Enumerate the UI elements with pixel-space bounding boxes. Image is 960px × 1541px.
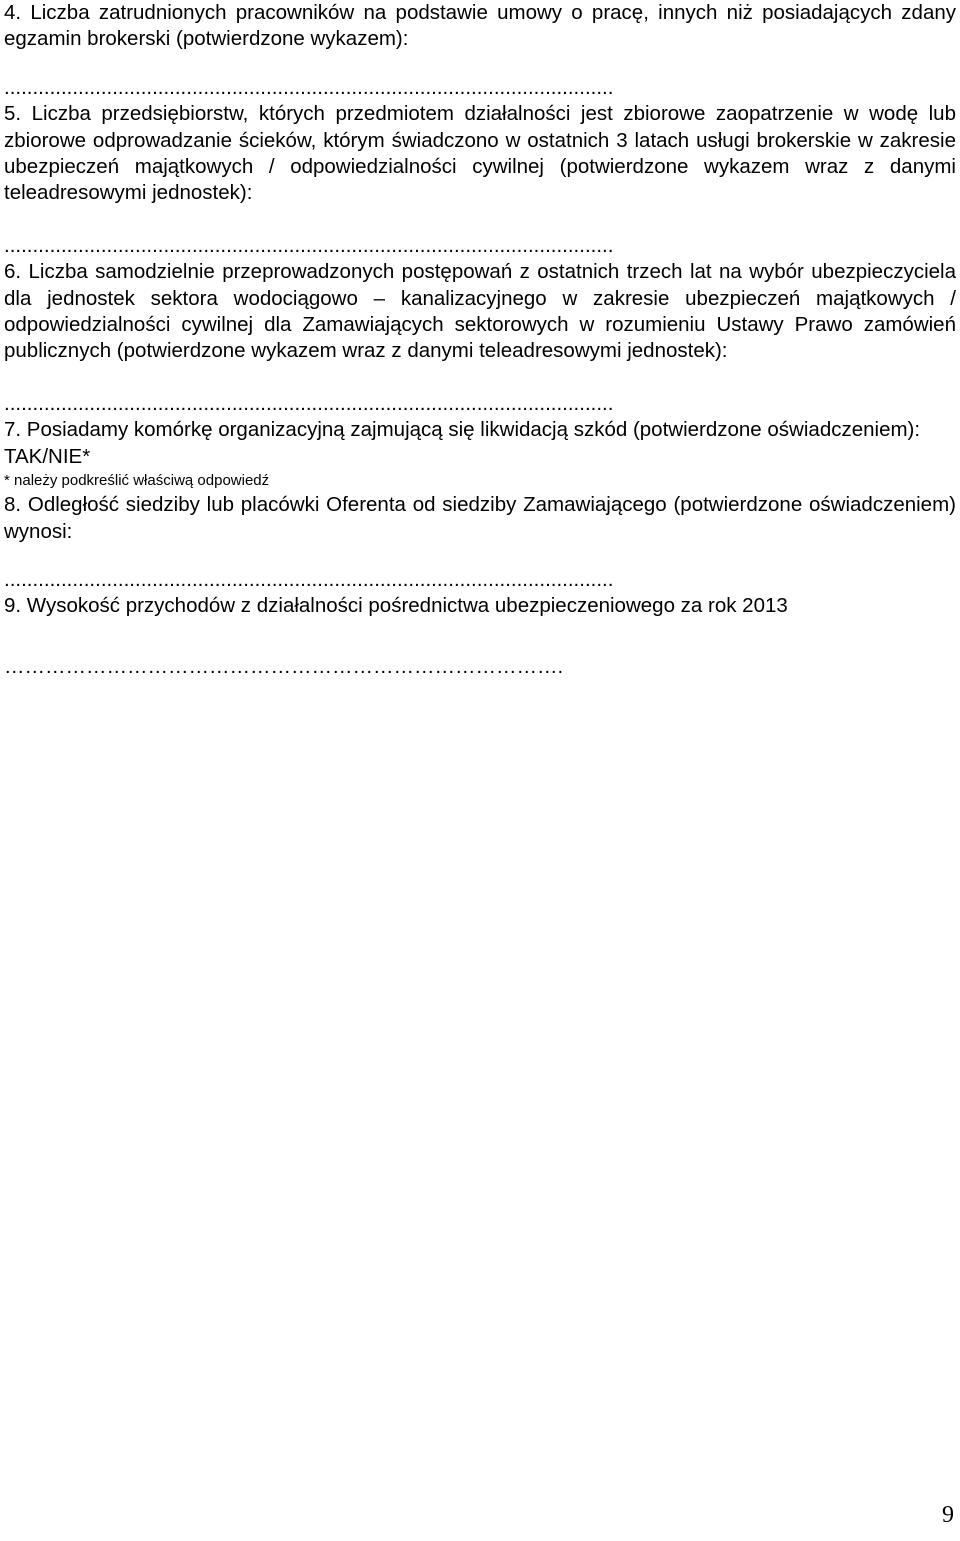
page-number: 9 — [942, 1502, 954, 1528]
item-9-text: 9. Wysokość przychodów z działalności pośrednictwa ubezpieczeniowego za rok 2013 — [4, 594, 788, 618]
item-4-answer-line: ........................................................................................................... — [4, 75, 614, 99]
item-8-text: 8. Odległość siedziby lub placówki Oferenta od siedziby Zamawiającego (potwierdzone oświadczeniem) wynosi: — [4, 493, 956, 543]
item-4-text: 4. Liczba zatrudnionych pracowników na podstawie umowy o pracę, innych niż posiadających zdany egzamin brokerski (potwierdzone wykazem): — [4, 1, 956, 51]
item-6-answer-line: ........................................................................................................... — [4, 391, 614, 415]
tak-nie-option: TAK/NIE* — [4, 444, 91, 468]
item-8-answer-line: ........................................................................................................... — [4, 567, 614, 591]
item-6-text: 6. Liczba samodzielnie przeprowadzonych postępowań z ostatnich trzech lat na wybór ubezpieczyciela dla jednostek sektora wodociągowo – kanalizacyjnego w zakresie ubezpieczeń majątkowych / odpowiedzialności cywilnej dla Zamawiających sektorowych w rozumieniu Ustawy Prawo zamówień publicznych (potwierdzone wykazem wraz z danymi teleadresowymi jednostek): — [4, 260, 956, 363]
item-7-text: 7. Posiadamy komórkę organizacyjną zajmującą się likwidacją szkód (potwierdzone oświadczeniem): — [4, 418, 921, 442]
item-5-answer-line: ........................................................................................................... — [4, 233, 614, 257]
footnote: * należy podkreślić właściwą odpowiedź — [4, 472, 270, 490]
item-5-text: 5. Liczba przedsiębiorstw, których przedmiotem działalności jest zbiorowe zaopatrzenie w wodę lub zbiorowe odprowadzanie ścieków, którym świadczono w ostatnich 3 latach usługi brokerskie w zakresie ubezpieczeń majątkowych / odpowiedzialności cywilnej (potwierdzone wykazem wraz z danymi teleadresowymi jednostek): — [4, 102, 956, 205]
item-9-answer-line: ………………………………………………………………………. — [4, 654, 564, 678]
document-page — [4, 0, 956, 680]
